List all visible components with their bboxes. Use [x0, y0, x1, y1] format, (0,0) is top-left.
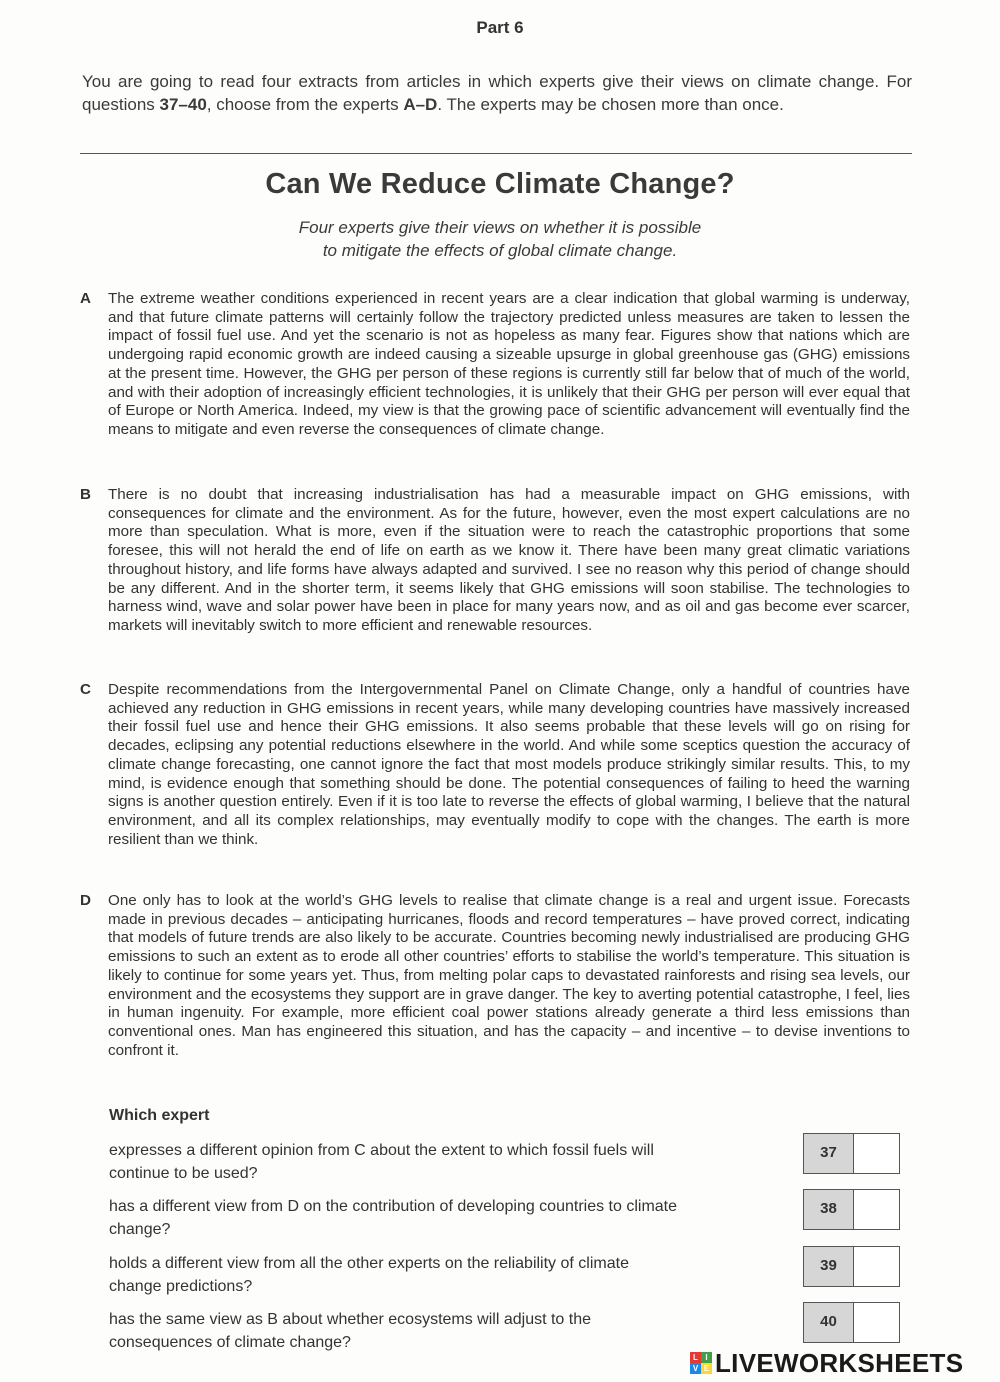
extract-b — [80, 486, 910, 636]
brand-name: LIVEWORKSHEETS — [715, 1347, 964, 1378]
question-text — [109, 1308, 789, 1354]
question-line-2: continue to be used? — [109, 1165, 258, 1182]
question-line-1: has the same view as B about whether ecosystems will adjust to the — [109, 1311, 592, 1328]
answer-input-37[interactable] — [854, 1134, 902, 1175]
extract-d — [80, 892, 910, 1060]
extract-text: The extreme weather conditions experienced in recent years are a clear indication that global warming is underway, and that future climate patterns will certainly follow the trajectory predicted unless measures are taken to lessen the impact of fossil fuel use. And yet the scenario is not as hopeless as many fear. Figures show that nations which are undergoing rapid economic growth are indeed causing a sizeable upsurge in global greenhouse gas (GHG) emissions at the present time. However, the GHG per person of these regions is currently still far below that of much of the world, and with their adoption of increasingly efficient technologies, it is unlikely that their GHG per person will ever equal that of Europe or North America. Indeed, my view is that the growing pace of scientific advancement will eventually find the means to mitigate and even reverse the consequences of climate change. — [108, 290, 910, 438]
question-number: 40 — [804, 1303, 854, 1342]
instructions-text-2: , choose from the experts — [206, 95, 404, 114]
answer-box — [803, 1246, 900, 1287]
question-number: 37 — [804, 1134, 854, 1173]
question-text — [109, 1195, 789, 1241]
question-text — [109, 1252, 789, 1298]
instructions — [82, 70, 912, 116]
question-line-2: change? — [109, 1221, 171, 1238]
extract-text: One only has to look at the world’s GHG levels to realise that climate change is a real and urgent issue. Forecasts made in previous decades – anticipating hurricanes, floods and record temperatures – have proved correct, indicating that models of future trends are also likely to be accurate. Countries becoming newly industrialised are producing GHG emissions to such an extent as to erode all other countries’ efforts to stabilise the world’s temperature. This situation is likely to continue for some years yet. Thus, from melting polar caps to devastated rainforests and rising sea levels, our environment and the ecosystems they support are in grave danger. The key to averting potential catastrophe, I feel, lies in human ingenuity. For example, more efficient coal power stations already generate a third less emissions than conventional ones. Man has engineered this situation, and has the capacity – and incentive – to devise inventions to confront it. — [108, 892, 910, 1059]
question-line-2: consequences of climate change? — [109, 1334, 351, 1351]
logo-cell: L — [690, 1352, 701, 1363]
liveworksheets-logo-icon — [690, 1352, 712, 1374]
question-line-1: holds a different view from all the other experts on the reliability of climate — [109, 1255, 629, 1272]
article-subheadline — [250, 216, 750, 262]
answer-input-38[interactable] — [854, 1190, 902, 1231]
extract-letter: D — [80, 892, 91, 909]
extract-letter: A — [80, 290, 91, 307]
subheadline-line-1: Four experts give their views on whether it is possible — [298, 218, 702, 237]
liveworksheets-brand — [690, 1348, 963, 1378]
question-number: 38 — [804, 1190, 854, 1229]
instructions-text-1: You are going to read four extracts from articles in which experts give their views on climate change. For questions — [82, 72, 912, 114]
logo-cell: E — [701, 1363, 712, 1374]
question-line-2: change predictions? — [109, 1278, 253, 1295]
question-text — [109, 1139, 789, 1185]
answer-input-39[interactable] — [854, 1247, 902, 1288]
instructions-question-range: 37–40 — [159, 95, 207, 114]
answer-box — [803, 1189, 900, 1230]
subheadline-line-2: to mitigate the effects of global climate change. — [322, 241, 678, 260]
answer-input-40[interactable] — [854, 1303, 902, 1344]
instructions-expert-range: A–D — [403, 95, 438, 114]
logo-cell: I — [701, 1352, 712, 1363]
extract-text: There is no doubt that increasing industrialisation has had a measurable impact on GHG emissions, with consequences for climate and the environment. As for the future, however, even the most expert calculations are no more than speculation. What is more, even if the situation were to reach the catastrophic proportions that some foresee, this will not herald the end of life on earth as we know it. There have been many great climatic variations throughout history, and life forms have always adapted and survived. I see no reason why this period of change should be any different. And in the shorter term, it seems likely that GHG emissions will soon stabilise. The technologies to harness wind, wave and solar power have been in place for many years now, and as oil and gas become ever scarcer, markets will inevitably switch to more efficient and renewable resources. — [108, 486, 910, 634]
extract-letter: C — [80, 681, 91, 698]
part-title: Part 6 — [476, 18, 524, 37]
question-heading: Which expert — [109, 1107, 210, 1124]
answer-box — [803, 1133, 900, 1174]
logo-cell: V — [690, 1363, 701, 1374]
divider-rule — [80, 153, 912, 154]
instructions-text-3: . The experts may be chosen more than once. — [437, 95, 784, 114]
extract-text: Despite recommendations from the Intergovernmental Panel on Climate Change, only a handful of countries have achieved any reduction in GHG emissions in recent years, while many developing countries have massively increased their fossil fuel use and hence their GHG emissions. It also seems probable that these levels will go on rising for decades, eclipsing any potential reductions elsewhere in the world. And while some sceptics question the accuracy of climate change forecasting, one cannot ignore the fact that most models produce strikingly similar results. This, to my mind, is evidence enough that something should be done. The potential consequences of failing to heed the warning signs is another question entirely. Even if it is too late to reverse the effects of global warming, I believe that the natural environment, and all its complex relationships, may eventually modify to cope with the changes. The earth is more resilient than we think. — [108, 681, 910, 848]
article-headline: Can We Reduce Climate Change? — [265, 168, 735, 200]
extract-c — [80, 681, 910, 849]
question-line-1: expresses a different opinion from C about the extent to which fossil fuels will — [109, 1142, 654, 1159]
question-line-1: has a different view from D on the contribution of developing countries to climate — [109, 1198, 678, 1215]
answer-box — [803, 1302, 900, 1343]
extract-a — [80, 290, 910, 440]
extract-letter: B — [80, 486, 91, 503]
question-number: 39 — [804, 1247, 854, 1286]
